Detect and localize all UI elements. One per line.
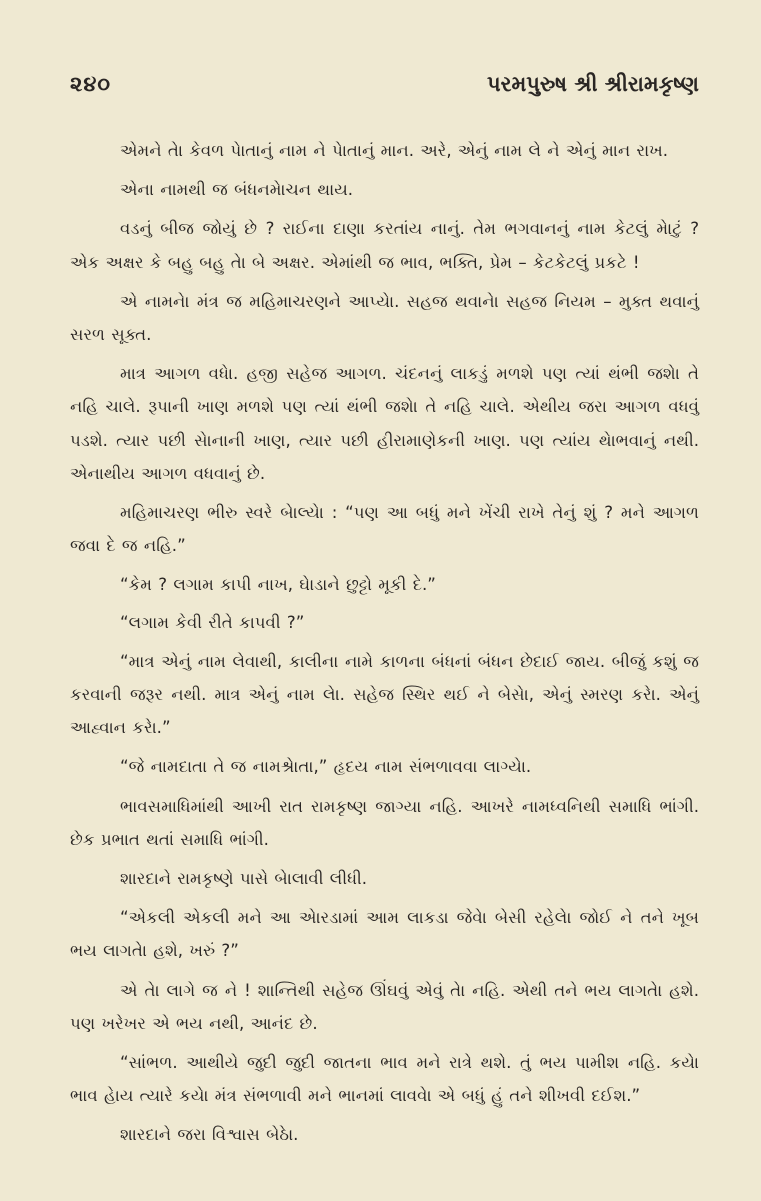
paragraph: “જે નામદાતા તે જ નામશ્રેાતા,” હૃદય નામ સંભળાવવા લાગ્યેા. xyxy=(120,757,532,777)
paragraph: એ તેા લાગે જ ને ! શાન્તિથી સહેજ ઊંઘવું એવું તેા નહિ. એથી તને ભય લાગતેા હશે. પણ ખરેખર એ ભય નથી, આનંદ છે. xyxy=(70,980,699,1033)
paragraph: એના નામથી જ બંધનમેાચન થાય. xyxy=(120,180,354,200)
paragraph: એમને તેા કેવળ પેાતાનું નામ ને પેાતાનું માન. અરે, એનું નામ લે ને એનું માન રાખ. xyxy=(120,141,669,160)
paragraph: “એકલી એકલી મને આ એારડામાં આમ લાકડા જેવેા બેસી રહેલેા જોઈ ને તને ખૂબ ભય લાગતેા હશે, ખરું ?” xyxy=(70,908,699,961)
paragraph: ભાવસમાધિમાંથી આખી રાત રામકૃષ્ણ જાગ્યા નહિ. આખરે નામધ્વનિથી સમાધિ ભાંગી. છેક પ્રભાત થતાં સમાધિ ભાંગી. xyxy=(70,796,699,849)
paragraph: મહિમાચરણ ભીરુ સ્વરે બેાલ્યેા : “પણ આ બધું મને ખેંચી રાખે તેનું શું ? મને આગળ જવા દે જ નહિ.” xyxy=(70,503,699,556)
paragraph: વડનું બીજ જોયું છે ? રાઈના દાણા કરતાંય નાનું. તેમ ભગવાનનું નામ કેટલું મેાટું ? એક અક્ષર કે બહુ બહુ તેા બે અક્ષર. એમાંથી જ ભાવ, ભક્તિ, પ્રેમ – કેટકેટલું પ્રકટે ! xyxy=(70,219,699,272)
page-body xyxy=(70,134,699,1152)
page-header xyxy=(70,72,699,116)
paragraph: માત્ર આગળ વધેા. હજી સહેજ આગળ. ચંદનનું લાકડું મળશે પણ ત્યાં થંભી જશેા તે નહિ ચાલે. રૂપાની ખાણ મળશે પણ ત્યાં થંભી જશેા તે નહિ ચાલે. એથીય જરા આગળ વધવું પડશે. ત્યાર પછી સેાનાની ખાણ, ત્યાર પછી હીરામાણેકની ખાણ. પણ ત્યાંય થેાભવાનું નથી. એનાથીય આગળ વધવાનું છે. xyxy=(70,364,699,483)
paragraph: “સાંભળ. આથીયે જુદી જુદી જાતના ભાવ મને રાત્રે થશે. તું ભય પામીશ નહિ. કયેા ભાવ હેાય ત્યારે કયેા મંત્ર સંભળાવી મને ભાનમાં લાવવેા એ બધું હું તને શીખવી દઈશ.” xyxy=(70,1053,699,1106)
paragraph: શારદાને જરા વિશ્વાસ બેઠેા. xyxy=(120,1125,299,1145)
paragraph: એ નામનેા મંત્ર જ મહિમાચરણને આપ્યેા. સહજ થવાનેા સહજ નિયમ – મુક્ત થવાનું સરળ સૂક્ત. xyxy=(70,291,699,345)
paragraph: શારદાને રામકૃષ્ણે પાસે બેાલાવી લીધી. xyxy=(120,869,368,889)
paragraph: “લગામ કેવી રીતે કાપવી ?” xyxy=(120,612,305,632)
paragraph: “માત્ર એનું નામ લેવાથી, કાલીના નામે કાળના બંધનાં બંધન છેદાઈ જાય. બીજું કશું જ કરવાની જરૂર નથી. માત્ર એનું નામ લેા. સહેજ સ્થિર થઈ ને બેસેા, એનું સ્મરણ કરેા. એનું આહ્વાન કરેા.” xyxy=(70,651,699,738)
paragraph: “કેમ ? લગામ કાપી નાખ, ઘેાડાને છુટ્ટો મૂકી દે.” xyxy=(120,575,436,595)
page-number: ૨૪૦ xyxy=(70,72,111,96)
running-title: પરમપુરુષ શ્રી શ્રીરામકૃષ્ણ xyxy=(486,72,699,96)
